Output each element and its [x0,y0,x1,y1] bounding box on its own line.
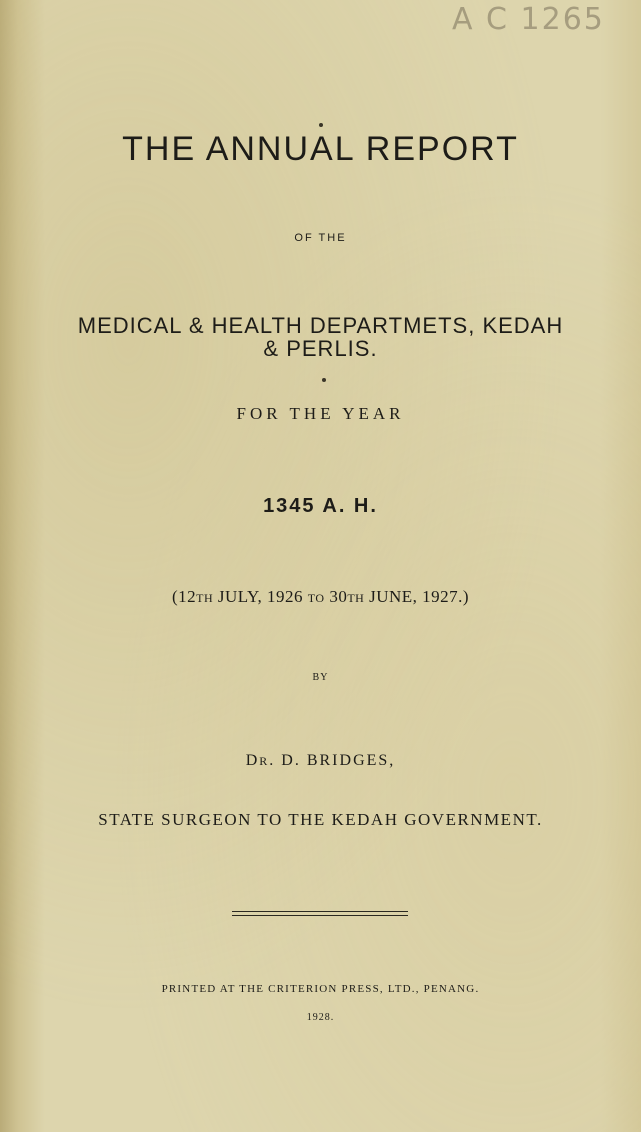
print-year: 1928. [306,1012,335,1023]
hijri-year: 1345 A. H. [263,495,378,517]
ornament-dot [319,123,323,127]
departments-heading-line1: MEDICAL & HEALTH DEPARTMETS, KEDAH [77,313,564,338]
handwritten-catalog-mark: A C 1265 [452,2,605,37]
of-the-label: OF THE [294,232,347,244]
for-the-year-label: FOR THE YEAR [236,404,405,423]
report-period: (12TH JULY, 1926 TO 30TH JUNE, 1927.) [171,587,470,606]
double-rule-bottom [232,915,408,916]
report-title: THE ANNUAL REPORT [122,130,519,168]
author-position: STATE SURGEON TO THE KEDAH GOVERNMENT. [98,810,543,829]
author-name: DR. D. BRIDGES, [245,752,396,769]
printer-imprint: PRINTED AT THE CRITERION PRESS, LTD., PENANG. [161,983,480,995]
departments-heading-line2: & PERLIS. [263,336,378,361]
ornament-dot [322,378,326,382]
double-rule-top [232,911,408,912]
by-label: BY [312,672,329,683]
